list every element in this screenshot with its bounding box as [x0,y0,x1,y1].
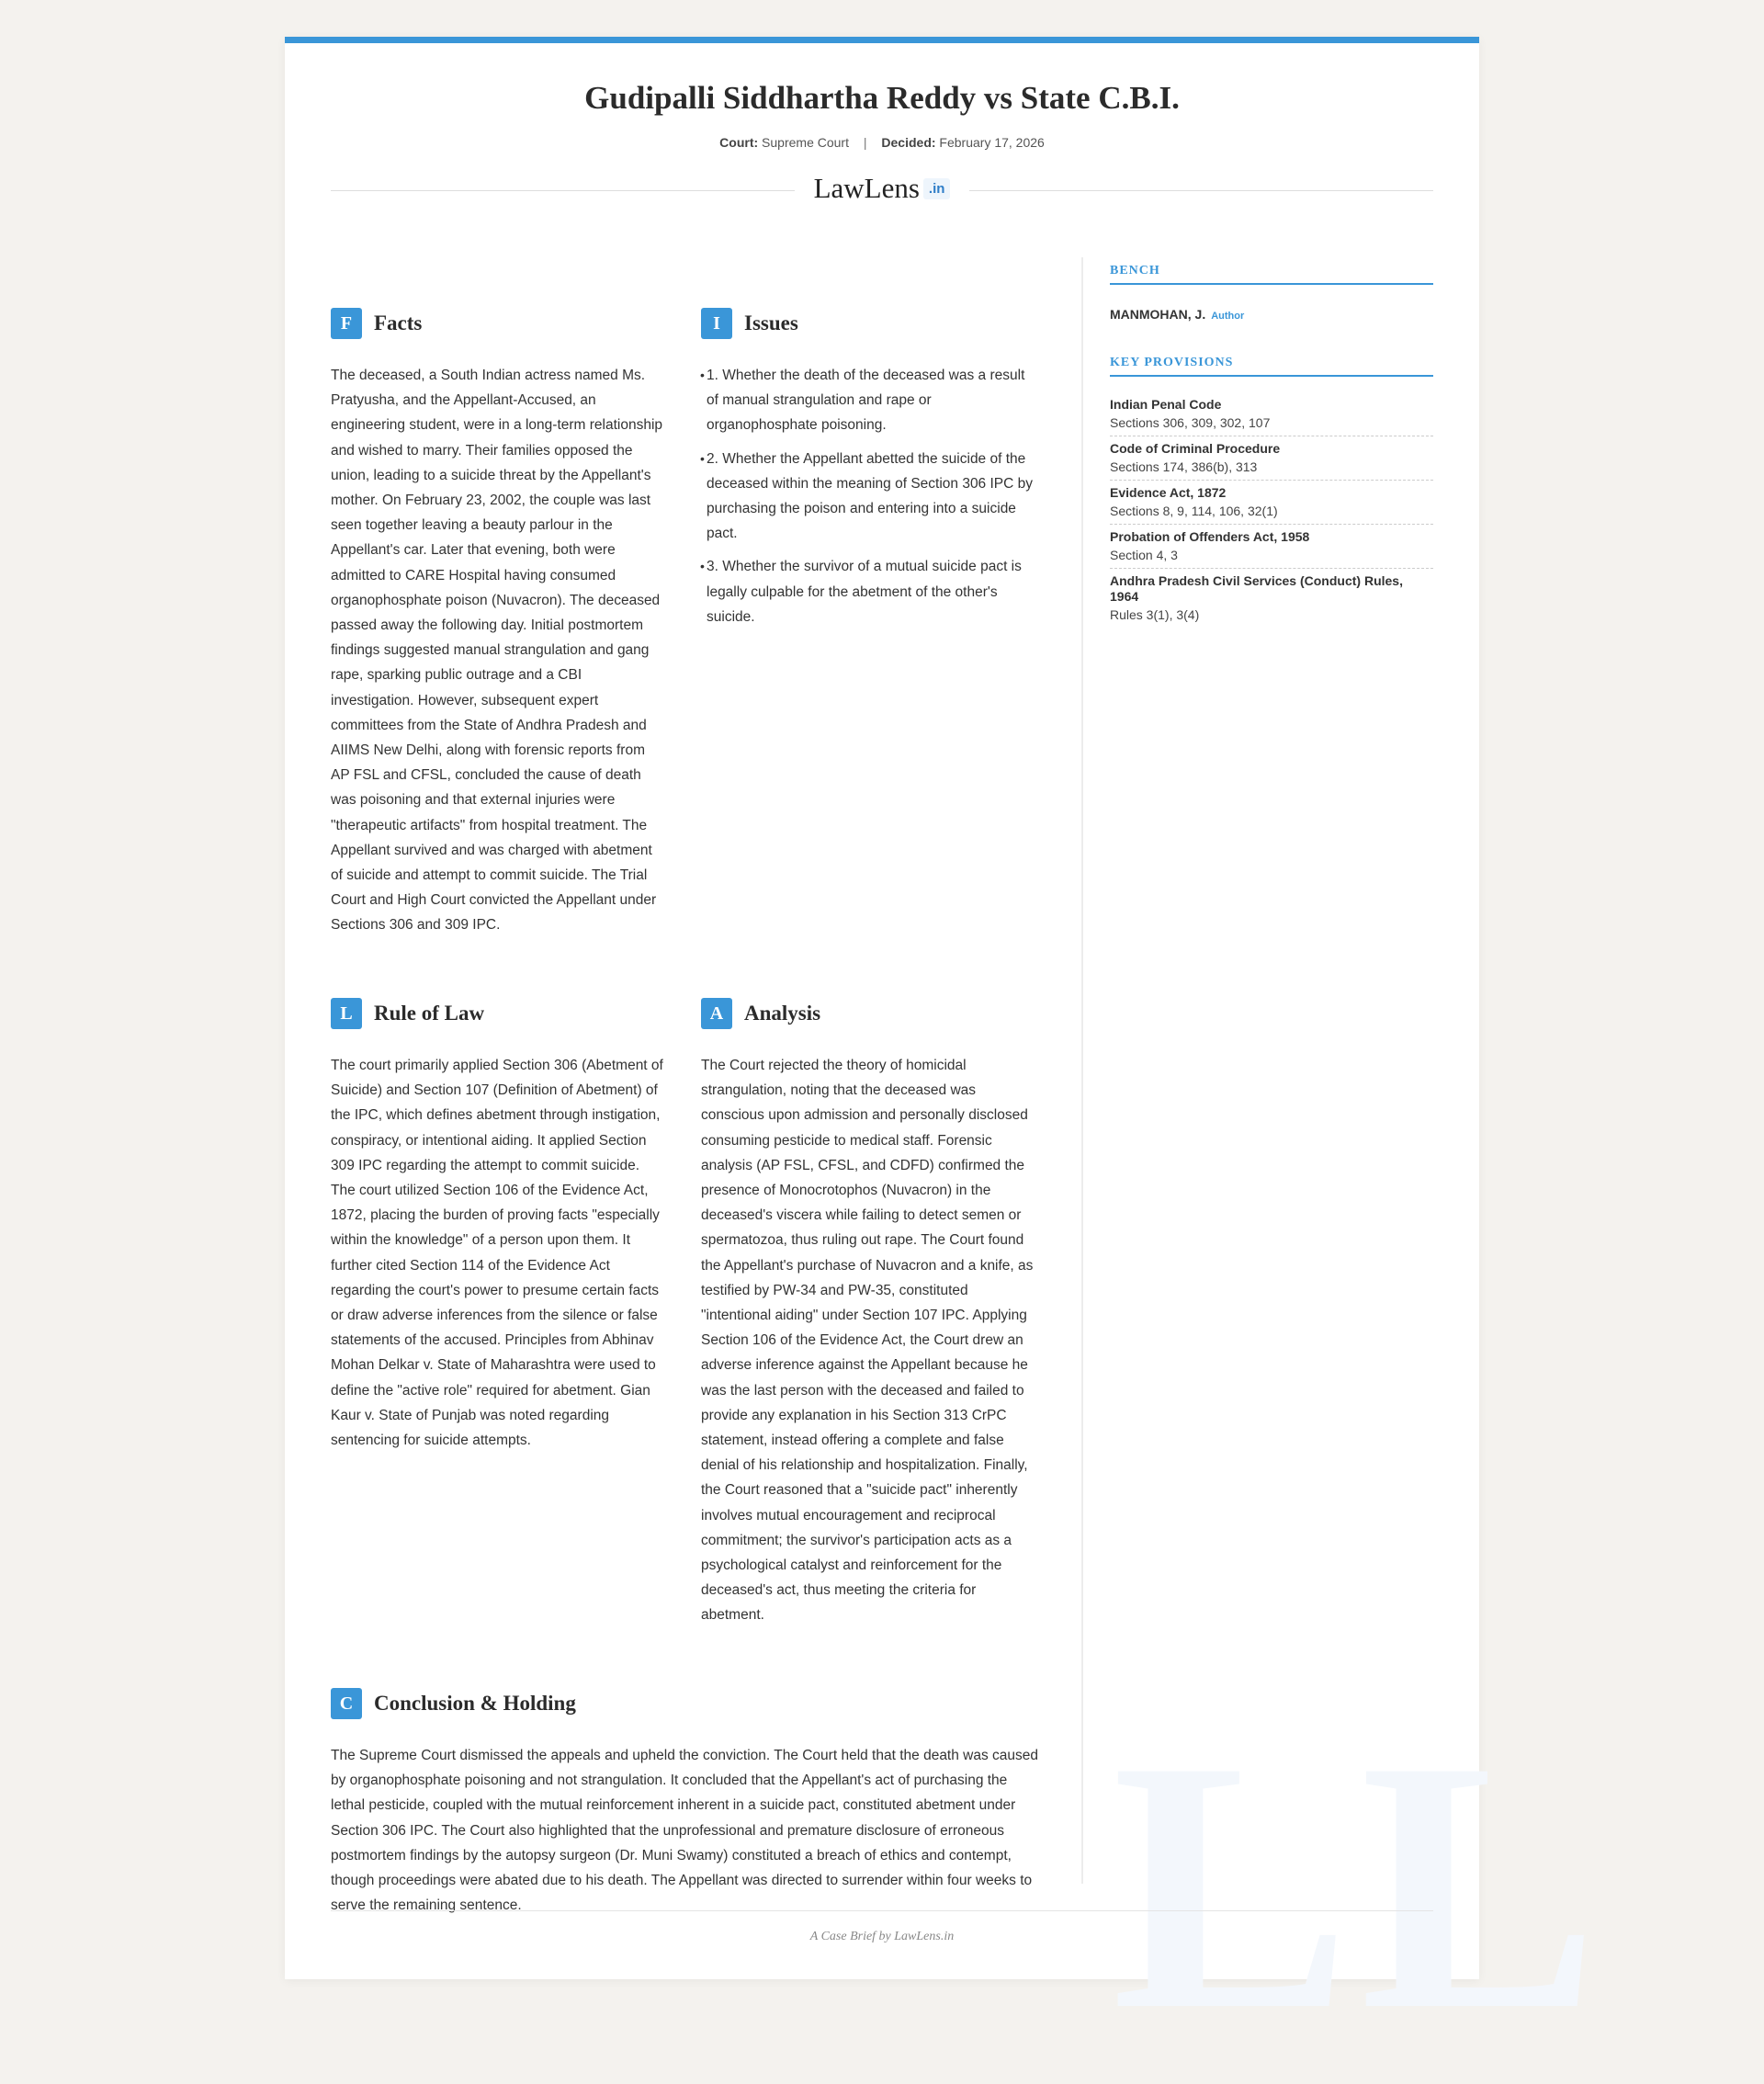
rule-badge: L [331,998,362,1029]
analysis-body: The Court rejected the theory of homicidal strangulation, noting that the deceased was conscious upon admission and personally disclosed consuming pesticide to medical staff. Forensic analysis (AP FSL, CFSL, and CDFD) confirmed the presence of Monocrotophos (Nuvacron) in the deceased's viscera while failing to detect semen or spermatozoa, thus ruling out rape. The Court found the Appellant's purchase of Nuvacron and a knife, as testified by PW-34 and PW-35, constituted "intentional aiding" under Section 107 IPC. Applying Section 106 of the Evidence Act, the Court drew an adverse inference against the Appellant because he was the last person with the deceased and failed to provide any explanation in his Section 313 CrPC statement, instead offering a complete and false denial of his relationship and hospitalization. Finally, the Court reasoned that a "suicide pact" inherently involves mutual encouragement and reciprocal commitment; the survivor's participation acts as a psychological catalyst and reinforcement for the deceased's act, thus meeting the criteria for abetment. [701,1058,1034,1624]
conclusion-badge: C [331,1688,362,1719]
provision-item [1110,436,1433,481]
facts-body: The deceased, a South Indian actress named Ms. Pratyusha, and the Appellant-Accused, an engineering student, were in a long-term relationship and wished to marry. Their families opposed the union, leading to a suicide threat by the Appellant's mother. On February 23, 2002, the couple was last seen together leaving a beauty parlour in the Appellant's car. Later that evening, both were admitted to CARE Hospital having consumed organophosphate poison (Nuvacron). The deceased passed away the following day. Initial postmortem findings suggested manual strangulation and gang rape, sparking public outrage and a CBI investigation. However, subsequent expert committees from the State of Andhra Pradesh and AIIMS New Delhi, along with forensic reports from AP FSL and CFSL, concluded the cause of death was poisoning and that external injuries were "therapeutic artifacts" from hospital treatment. The Appellant survived and was charged with abetment of suicide and attempt to commit suicide. The Trial Court and High Court convicted the Appellant under Sections 306 and 309 IPC. [331,368,663,934]
rule-section [331,998,666,1453]
brand-row [331,172,1433,209]
provision-act: Indian Penal Code [1110,397,1222,412]
issue-item: • 1. Whether the death of the deceased was a result of manual strangulation and rape or organophosphate poisoning. [701,363,1036,438]
provision-item [1110,392,1433,436]
watermark-logo: LL [1112,1687,1609,2084]
issue-item: • 3. Whether the survivor of a mutual suicide pact is legally culpable for the abetment of the other's suicide. [701,554,1036,629]
analysis-title: Analysis [744,1002,821,1025]
provision-item [1110,481,1433,525]
column-divider [1081,257,1083,1884]
provision-act: Probation of Offenders Act, 1958 [1110,529,1310,544]
provision-act: Evidence Act, 1872 [1110,485,1227,500]
provision-item [1110,525,1433,569]
court-value: Supreme Court [762,135,849,150]
rule-title: Rule of Law [374,1002,485,1025]
provision-act: Andhra Pradesh Civil Services (Conduct) Rules, 1964 [1110,573,1403,604]
issues-title: Issues [744,311,798,334]
provision-act: Code of Criminal Procedure [1110,441,1281,456]
analysis-badge: A [701,998,732,1029]
judge-name: MANMOHAN, J. [1110,307,1206,322]
brief-footer [331,1910,1433,1944]
facts-section [331,308,666,938]
provisions-heading: KEY PROVISIONS [1110,356,1433,377]
facts-title: Facts [374,311,423,334]
issues-list [701,363,1036,629]
provision-sections: Rules 3(1), 3(4) [1110,607,1200,622]
issue-item: • 2. Whether the Appellant abetted the suicide of the deceased within the meaning of Section 306 IPC by purchasing the poison and entering into a suicide pact. [701,447,1036,547]
conclusion-title: Conclusion & Holding [374,1692,576,1715]
provision-sections: Sections 306, 309, 302, 107 [1110,415,1271,430]
case-brief-page [285,37,1609,2084]
brief-header [285,43,1479,150]
footer-text: A Case Brief by LawLens.in [809,1930,955,1943]
analysis-section [701,998,1036,1628]
bench-heading: BENCH [1110,264,1433,285]
sidebar [1110,264,1433,628]
provisions-list [1110,392,1433,628]
facts-badge: F [331,308,362,339]
decided-value: February 17, 2026 [939,135,1045,150]
provision-sections: Sections 8, 9, 114, 106, 32(1) [1110,504,1278,518]
conclusion-body: The Supreme Court dismissed the appeals and upheld the conviction. The Court held that the death was caused by organophosphate poisoning and not strangulation. It concluded that the Appellant's act of purchasing the lethal pesticide, coupled with the mutual reinforcement inherent in a suicide pact, constituted abetment under Section 306 IPC. The Court also highlighted that the unprofessional and premature disclosure of erroneous postmortem findings by the autopsy surgeon (Dr. Muni Swamy) constituted a breach of ethics and contempt, though proceedings were abated due to his death. The Appellant was directed to surrender within four weeks to serve the remaining sentence. [331,1748,1039,1914]
issues-badge: I [701,308,732,339]
decided-label: Decided: [881,135,936,150]
conclusion-section [331,1688,1043,1918]
provision-item [1110,569,1433,628]
brand-logo [331,172,1433,205]
judge-entry [1110,307,1433,322]
provision-sections: Sections 174, 386(b), 313 [1110,459,1258,474]
judge-role: Author [1211,311,1245,322]
case-title: Gudipalli Siddhartha Reddy vs State C.B.I. [584,80,1180,116]
meta-separator: | [863,135,867,150]
court-label: Court: [719,135,759,150]
provision-sections: Section 4, 3 [1110,548,1178,562]
rule-body: The court primarily applied Section 306 (Abetment of Suicide) and Section 107 (Definition of Abetment) of the IPC, which defines abetment through instigation, conspiracy, or intentional aiding. It applied Section 309 IPC regarding the attempt to commit suicide. The court utilized Section 106 of the Evidence Act, 1872, placing the burden of proving facts "especially within the knowledge" of a person upon them. It further cited Section 114 of the Evidence Act regarding the court's power to presume certain facts or draw adverse inferences from the silence or false statements of the accused. Principles from Abhinav Mohan Delkar v. State of Maharashtra were used to define the "active role" required for abetment. Gian Kaur v. State of Punjab was noted regarding sentencing for suicide attempts. [331,1058,663,1449]
case-meta [285,135,1479,150]
brand-tld: .in [923,178,951,199]
brand-name: LawLens [813,172,920,204]
issues-section [701,308,1036,638]
